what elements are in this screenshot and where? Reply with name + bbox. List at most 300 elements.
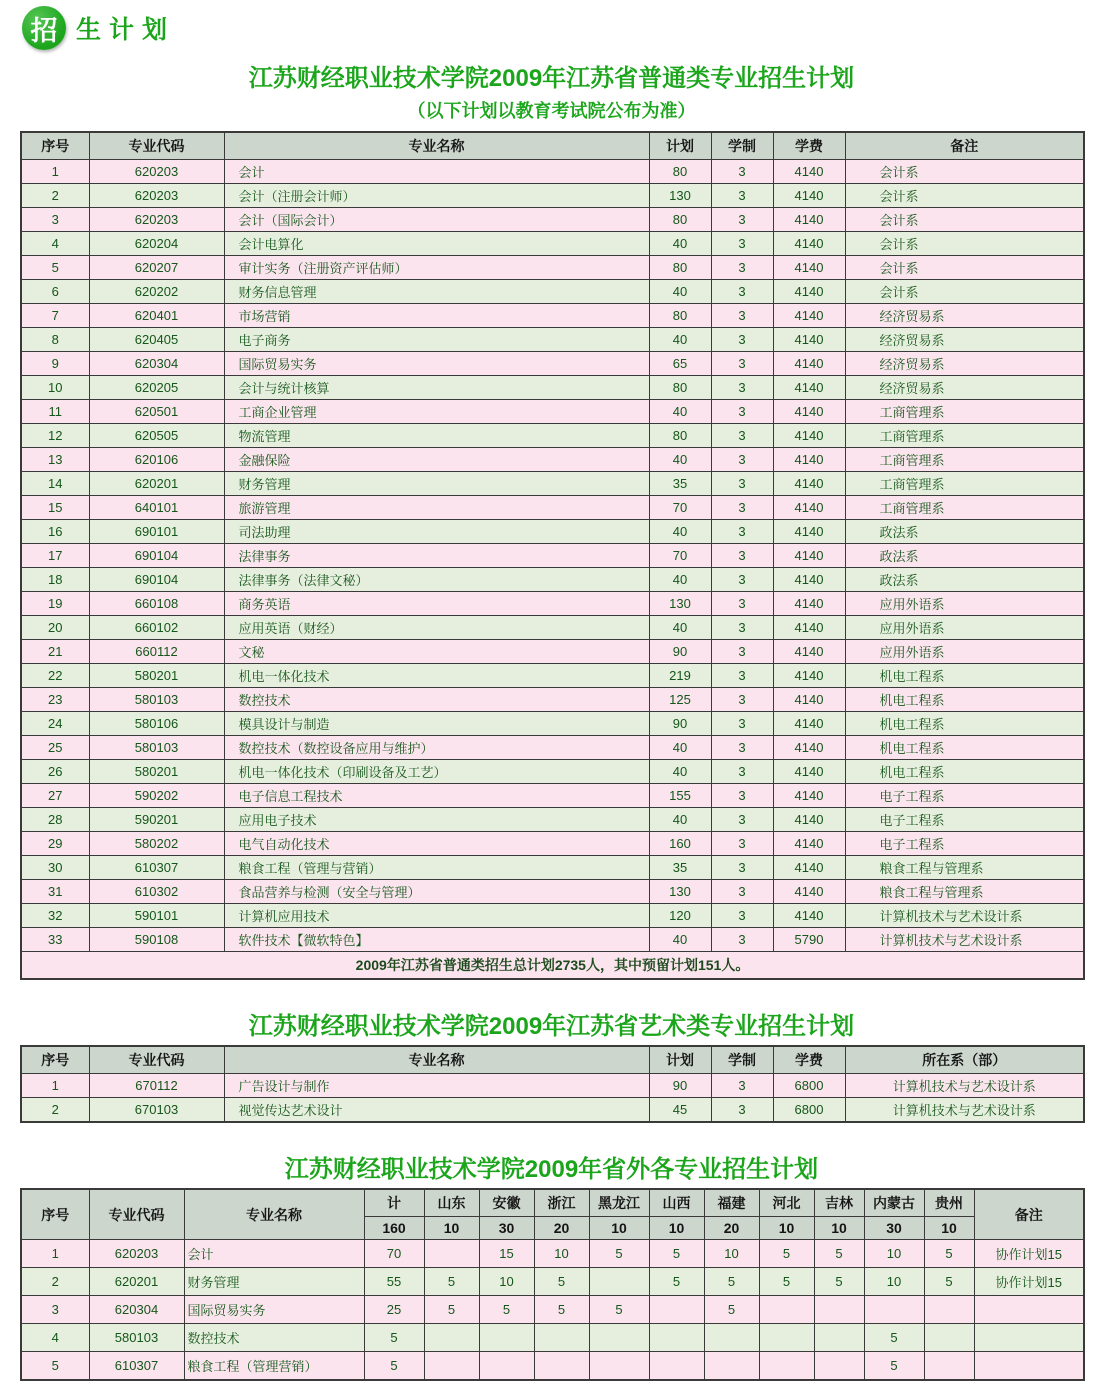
- table-cell: 粮食工程（管理营销）: [184, 1352, 364, 1381]
- table-cell: 580106: [89, 712, 224, 736]
- table-row: [21, 544, 1084, 568]
- table-row: [21, 1296, 1084, 1324]
- table-cell: 计算机技术与艺术设计系: [845, 1074, 1084, 1098]
- table-cell: 旅游管理: [224, 496, 649, 520]
- table-cell: 10: [864, 1268, 924, 1296]
- column-header: 专业代码: [89, 1189, 184, 1240]
- table-cell: 4140: [773, 568, 845, 592]
- table-row: [21, 1240, 1084, 1268]
- table-row: [21, 664, 1084, 688]
- table-cell: [814, 1296, 864, 1324]
- column-quota: 10: [649, 1217, 704, 1240]
- table-cell: 3: [711, 1098, 773, 1123]
- table-cell: 40: [649, 328, 711, 352]
- table-cell: 6: [21, 280, 89, 304]
- table-cell: 4140: [773, 592, 845, 616]
- table-cell: 电子信息工程技术: [224, 784, 649, 808]
- table-cell: 4: [21, 232, 89, 256]
- column-header: 贵州: [924, 1189, 974, 1217]
- table-cell: 应用英语（财经）: [224, 616, 649, 640]
- table-cell: 5: [759, 1268, 814, 1296]
- table-row: [21, 712, 1084, 736]
- table-cell: 3: [711, 1074, 773, 1098]
- table-cell: [759, 1324, 814, 1352]
- table-cell: 4140: [773, 160, 845, 184]
- table-cell: 660108: [89, 592, 224, 616]
- table-cell: 5: [534, 1296, 589, 1324]
- table-cell: 620204: [89, 232, 224, 256]
- table-cell: 65: [649, 352, 711, 376]
- table-cell: 粮食工程（管理与营销）: [224, 856, 649, 880]
- table-cell: 25: [364, 1296, 424, 1324]
- table-cell: [924, 1296, 974, 1324]
- table-cell: 620304: [89, 1296, 184, 1324]
- table-cell: 19: [21, 592, 89, 616]
- table-cell: 10: [479, 1268, 534, 1296]
- table-row: [21, 1098, 1084, 1123]
- table-cell: 会计与统计核算: [224, 376, 649, 400]
- table-cell: 40: [649, 736, 711, 760]
- table-cell: 3: [711, 928, 773, 952]
- table-cell: 620207: [89, 256, 224, 280]
- table-cell: 5: [704, 1268, 759, 1296]
- table-cell: 80: [649, 376, 711, 400]
- table-cell: 物流管理: [224, 424, 649, 448]
- column-header: 学费: [773, 132, 845, 160]
- column-header: 所在系（部）: [845, 1046, 1084, 1074]
- table-cell: 工商管理系: [845, 448, 1084, 472]
- table-cell: 40: [649, 520, 711, 544]
- table-cell: 30: [21, 856, 89, 880]
- table-cell: 20: [21, 616, 89, 640]
- table-cell: 2: [21, 184, 89, 208]
- column-header: 山西: [649, 1189, 704, 1217]
- table-cell: [589, 1324, 649, 1352]
- table-cell: 5: [649, 1268, 704, 1296]
- table-cell: 机电工程系: [845, 688, 1084, 712]
- table-cell: 5: [814, 1268, 864, 1296]
- table-cell: 8: [21, 328, 89, 352]
- table-cell: 3: [711, 448, 773, 472]
- table-cell: 55: [364, 1268, 424, 1296]
- table-cell: 90: [649, 1074, 711, 1098]
- table-cell: 法律事务（法律文秘）: [224, 568, 649, 592]
- table-cell: 40: [649, 928, 711, 952]
- table-cell: 1: [21, 1240, 89, 1268]
- table-cell: 经济贸易系: [845, 376, 1084, 400]
- section-general-plan: [20, 58, 1083, 980]
- table-cell: 会计系: [845, 208, 1084, 232]
- table-footer-note: 2009年江苏省普通类招生总计划2735人，其中预留计划151人。: [21, 952, 1084, 980]
- table-cell: 5: [864, 1324, 924, 1352]
- table-row: [21, 448, 1084, 472]
- table-cell: 5: [479, 1296, 534, 1324]
- table-cell: 3: [711, 544, 773, 568]
- table-cell: 5: [534, 1268, 589, 1296]
- table-cell: 3: [711, 808, 773, 832]
- table-cell: 3: [711, 400, 773, 424]
- table-cell: [649, 1324, 704, 1352]
- table-cell: 4140: [773, 688, 845, 712]
- table-cell: 3: [711, 760, 773, 784]
- table-cell: 10: [864, 1240, 924, 1268]
- table-cell: 6800: [773, 1098, 845, 1123]
- table-cell: 80: [649, 256, 711, 280]
- table-cell: 会计系: [845, 256, 1084, 280]
- table-cell: 580103: [89, 736, 224, 760]
- table-cell: 3: [711, 616, 773, 640]
- table-cell: 14: [21, 472, 89, 496]
- table-row: [21, 352, 1084, 376]
- table-cell: [589, 1268, 649, 1296]
- table-cell: 155: [649, 784, 711, 808]
- table-cell: 80: [649, 160, 711, 184]
- table-cell: 4140: [773, 256, 845, 280]
- table-cell: 3: [711, 256, 773, 280]
- table-cell: 4140: [773, 712, 845, 736]
- column-quota: 20: [534, 1217, 589, 1240]
- table-cell: 工商管理系: [845, 424, 1084, 448]
- table-cell: 3: [21, 1296, 89, 1324]
- table-cell: [649, 1352, 704, 1381]
- table-cell: 经济贸易系: [845, 304, 1084, 328]
- table-cell: 40: [649, 760, 711, 784]
- table-cell: 670112: [89, 1074, 224, 1098]
- table-cell: [424, 1240, 479, 1268]
- table-cell: 160: [649, 832, 711, 856]
- table-footer-row: [21, 952, 1084, 980]
- column-header: 专业名称: [224, 1046, 649, 1074]
- table-cell: 4140: [773, 880, 845, 904]
- table-row: [21, 232, 1084, 256]
- table-cell: 40: [649, 400, 711, 424]
- table-cell: 25: [21, 736, 89, 760]
- table-cell: 计算机技术与艺术设计系: [845, 904, 1084, 928]
- table-cell: 4140: [773, 496, 845, 520]
- table-cell: 电子工程系: [845, 784, 1084, 808]
- table-row: [21, 280, 1084, 304]
- table-row: [21, 856, 1084, 880]
- admissions-logo-icon: [22, 6, 66, 50]
- table-cell: 10: [704, 1240, 759, 1268]
- art-plan-table: [20, 1045, 1085, 1123]
- table-cell: 应用外语系: [845, 640, 1084, 664]
- table-cell: 机电工程系: [845, 760, 1084, 784]
- section-art-plan: [20, 1006, 1083, 1123]
- table-cell: 70: [649, 496, 711, 520]
- table-cell: 会计系: [845, 184, 1084, 208]
- table-cell: 17: [21, 544, 89, 568]
- table-cell: 应用外语系: [845, 592, 1084, 616]
- section-out-of-province-plan: [20, 1149, 1083, 1381]
- table-cell: 4140: [773, 448, 845, 472]
- table-cell: 90: [649, 712, 711, 736]
- table-cell: 4140: [773, 904, 845, 928]
- table-cell: 电子工程系: [845, 832, 1084, 856]
- table-cell: 690101: [89, 520, 224, 544]
- table-cell: 4140: [773, 400, 845, 424]
- table-cell: 文秘: [224, 640, 649, 664]
- table-cell: 3: [711, 280, 773, 304]
- table-cell: 620401: [89, 304, 224, 328]
- table-cell: 620106: [89, 448, 224, 472]
- table-cell: 5790: [773, 928, 845, 952]
- table-cell: 会计: [224, 160, 649, 184]
- column-header: 计划: [649, 132, 711, 160]
- table-cell: 5: [589, 1296, 649, 1324]
- table-cell: 590101: [89, 904, 224, 928]
- table-cell: 会计系: [845, 280, 1084, 304]
- table-row: [21, 328, 1084, 352]
- table-cell: 90: [649, 640, 711, 664]
- table-cell: 4140: [773, 232, 845, 256]
- table-cell: 4140: [773, 304, 845, 328]
- table-cell: 640101: [89, 496, 224, 520]
- table-cell: 80: [649, 424, 711, 448]
- column-quota: 10: [759, 1217, 814, 1240]
- table-cell: 机电工程系: [845, 712, 1084, 736]
- table-cell: 3: [711, 832, 773, 856]
- table-cell: 财务管理: [224, 472, 649, 496]
- column-header: 黑龙江: [589, 1189, 649, 1217]
- table-cell: 620201: [89, 1268, 184, 1296]
- table-body: [21, 160, 1084, 980]
- table-cell: [759, 1352, 814, 1381]
- table-cell: 3: [711, 352, 773, 376]
- table-cell: 3: [711, 904, 773, 928]
- table-cell: 15: [479, 1240, 534, 1268]
- table-cell: 3: [711, 592, 773, 616]
- table-cell: 620203: [89, 160, 224, 184]
- table-cell: 工商管理系: [845, 472, 1084, 496]
- table-cell: 660112: [89, 640, 224, 664]
- table-cell: 食品营养与检测（安全与管理）: [224, 880, 649, 904]
- table-cell: 5: [424, 1296, 479, 1324]
- table-row: [21, 160, 1084, 184]
- table-row: [21, 1268, 1084, 1296]
- table-cell: 会计电算化: [224, 232, 649, 256]
- table-cell: 40: [649, 448, 711, 472]
- brand-title: 生计划: [76, 16, 176, 44]
- table-cell: 13: [21, 448, 89, 472]
- table-cell: 620203: [89, 208, 224, 232]
- table-cell: 协作计划15: [974, 1240, 1084, 1268]
- table-cell: 3: [711, 784, 773, 808]
- table-cell: 计算机技术与艺术设计系: [845, 1098, 1084, 1123]
- column-header: 浙江: [534, 1189, 589, 1217]
- table-cell: 工商企业管理: [224, 400, 649, 424]
- column-header: 吉林: [814, 1189, 864, 1217]
- table-cell: 3: [711, 328, 773, 352]
- table-row: [21, 400, 1084, 424]
- table-cell: 660102: [89, 616, 224, 640]
- table-cell: 5: [21, 1352, 89, 1381]
- table-cell: 3: [711, 472, 773, 496]
- column-header: 学制: [711, 132, 773, 160]
- table-cell: [704, 1324, 759, 1352]
- table-cell: 1: [21, 160, 89, 184]
- column-header: 安徽: [479, 1189, 534, 1217]
- column-header: 学费: [773, 1046, 845, 1074]
- table-cell: 政法系: [845, 520, 1084, 544]
- table-cell: 会计系: [845, 160, 1084, 184]
- out-of-province-plan-table: [20, 1188, 1085, 1381]
- table-cell: 经济贸易系: [845, 328, 1084, 352]
- table-cell: 机电工程系: [845, 664, 1084, 688]
- table-cell: 市场营销: [224, 304, 649, 328]
- table-header: [21, 1046, 1084, 1074]
- table-cell: 3: [711, 640, 773, 664]
- table-cell: 11: [21, 400, 89, 424]
- table-cell: 620203: [89, 1240, 184, 1268]
- table-cell: [479, 1324, 534, 1352]
- table-row: [21, 1074, 1084, 1098]
- table-cell: 政法系: [845, 544, 1084, 568]
- table-cell: 计算机应用技术: [224, 904, 649, 928]
- table-cell: 应用电子技术: [224, 808, 649, 832]
- table-cell: 690104: [89, 568, 224, 592]
- table-cell: 视觉传达艺术设计: [224, 1098, 649, 1123]
- table-row: [21, 904, 1084, 928]
- table-cell: 40: [649, 616, 711, 640]
- column-quota: 10: [589, 1217, 649, 1240]
- table-cell: 4140: [773, 832, 845, 856]
- table-cell: 工商管理系: [845, 496, 1084, 520]
- table-cell: 粮食工程与管理系: [845, 856, 1084, 880]
- table-cell: 610307: [89, 1352, 184, 1381]
- table-row: [21, 256, 1084, 280]
- column-header: 专业名称: [224, 132, 649, 160]
- table-cell: 3: [711, 736, 773, 760]
- table-cell: 4140: [773, 640, 845, 664]
- table-cell: 670103: [89, 1098, 224, 1123]
- table-row: [21, 472, 1084, 496]
- table-cell: 机电一体化技术（印刷设备及工艺）: [224, 760, 649, 784]
- table-row: [21, 784, 1084, 808]
- table-cell: 3: [711, 160, 773, 184]
- table-cell: 33: [21, 928, 89, 952]
- table-cell: 3: [711, 304, 773, 328]
- column-header: 专业代码: [89, 1046, 224, 1074]
- table-cell: 4140: [773, 520, 845, 544]
- table-row: [21, 760, 1084, 784]
- section3-title: 江苏财经职业技术学院2009年省外各专业招生计划: [284, 1156, 819, 1183]
- table-row: [21, 880, 1084, 904]
- table-cell: [589, 1352, 649, 1381]
- table-cell: 580201: [89, 760, 224, 784]
- table-cell: [974, 1296, 1084, 1324]
- table-cell: 125: [649, 688, 711, 712]
- table-cell: [704, 1352, 759, 1381]
- table-cell: 219: [649, 664, 711, 688]
- table-cell: 3: [711, 712, 773, 736]
- table-cell: 620505: [89, 424, 224, 448]
- table-row: [21, 736, 1084, 760]
- table-cell: 4140: [773, 424, 845, 448]
- table-cell: 580103: [89, 1324, 184, 1352]
- table-cell: 28: [21, 808, 89, 832]
- table-cell: 23: [21, 688, 89, 712]
- table-cell: 4140: [773, 856, 845, 880]
- table-row: [21, 832, 1084, 856]
- column-header: 计: [364, 1189, 424, 1217]
- table-cell: 620304: [89, 352, 224, 376]
- table-row: [21, 304, 1084, 328]
- table-cell: 4140: [773, 376, 845, 400]
- table-cell: 130: [649, 184, 711, 208]
- table-cell: 3: [711, 208, 773, 232]
- table-row: [21, 1352, 1084, 1381]
- table-cell: [759, 1296, 814, 1324]
- table-cell: [534, 1324, 589, 1352]
- table-cell: 590108: [89, 928, 224, 952]
- table-cell: 3: [711, 664, 773, 688]
- table-cell: [974, 1352, 1084, 1381]
- table-cell: 商务英语: [224, 592, 649, 616]
- column-header: 序号: [21, 132, 89, 160]
- table-cell: 620201: [89, 472, 224, 496]
- table-cell: 4140: [773, 184, 845, 208]
- table-row: [21, 808, 1084, 832]
- table-cell: 70: [364, 1240, 424, 1268]
- section1-title: 江苏财经职业技术学院2009年江苏省普通类专业招生计划: [248, 65, 855, 92]
- table-cell: 35: [649, 472, 711, 496]
- table-cell: 6800: [773, 1074, 845, 1098]
- general-plan-table: [20, 131, 1085, 980]
- column-quota: 30: [864, 1217, 924, 1240]
- table-cell: 40: [649, 808, 711, 832]
- table-cell: [864, 1296, 924, 1324]
- table-cell: [814, 1352, 864, 1381]
- table-row: [21, 592, 1084, 616]
- table-cell: 10: [21, 376, 89, 400]
- table-cell: 40: [649, 568, 711, 592]
- table-cell: 10: [534, 1240, 589, 1268]
- table-row: [21, 688, 1084, 712]
- table-cell: 580202: [89, 832, 224, 856]
- table-cell: 1: [21, 1074, 89, 1098]
- table-cell: [814, 1324, 864, 1352]
- column-header: 内蒙古: [864, 1189, 924, 1217]
- column-header: 山东: [424, 1189, 479, 1217]
- table-cell: 司法助理: [224, 520, 649, 544]
- table-cell: 22: [21, 664, 89, 688]
- table-cell: 3: [711, 688, 773, 712]
- table-cell: 政法系: [845, 568, 1084, 592]
- table-cell: 财务管理: [184, 1268, 364, 1296]
- table-header: [21, 1189, 1084, 1240]
- table-cell: 35: [649, 856, 711, 880]
- table-cell: 电子工程系: [845, 808, 1084, 832]
- column-header: 学制: [711, 1046, 773, 1074]
- table-row: [21, 640, 1084, 664]
- table-cell: 610307: [89, 856, 224, 880]
- table-cell: 690104: [89, 544, 224, 568]
- table-cell: 数控技术: [184, 1324, 364, 1352]
- table-row: [21, 184, 1084, 208]
- section2-title: 江苏财经职业技术学院2009年江苏省艺术类专业招生计划: [248, 1013, 855, 1040]
- table-cell: 590201: [89, 808, 224, 832]
- table-cell: 应用外语系: [845, 616, 1084, 640]
- column-quota: 10: [814, 1217, 864, 1240]
- logo-character: 招: [30, 15, 58, 46]
- table-cell: 金融保险: [224, 448, 649, 472]
- table-cell: 4140: [773, 808, 845, 832]
- table-cell: 协作计划15: [974, 1268, 1084, 1296]
- table-cell: 9: [21, 352, 89, 376]
- table-cell: 4140: [773, 616, 845, 640]
- table-cell: 4140: [773, 736, 845, 760]
